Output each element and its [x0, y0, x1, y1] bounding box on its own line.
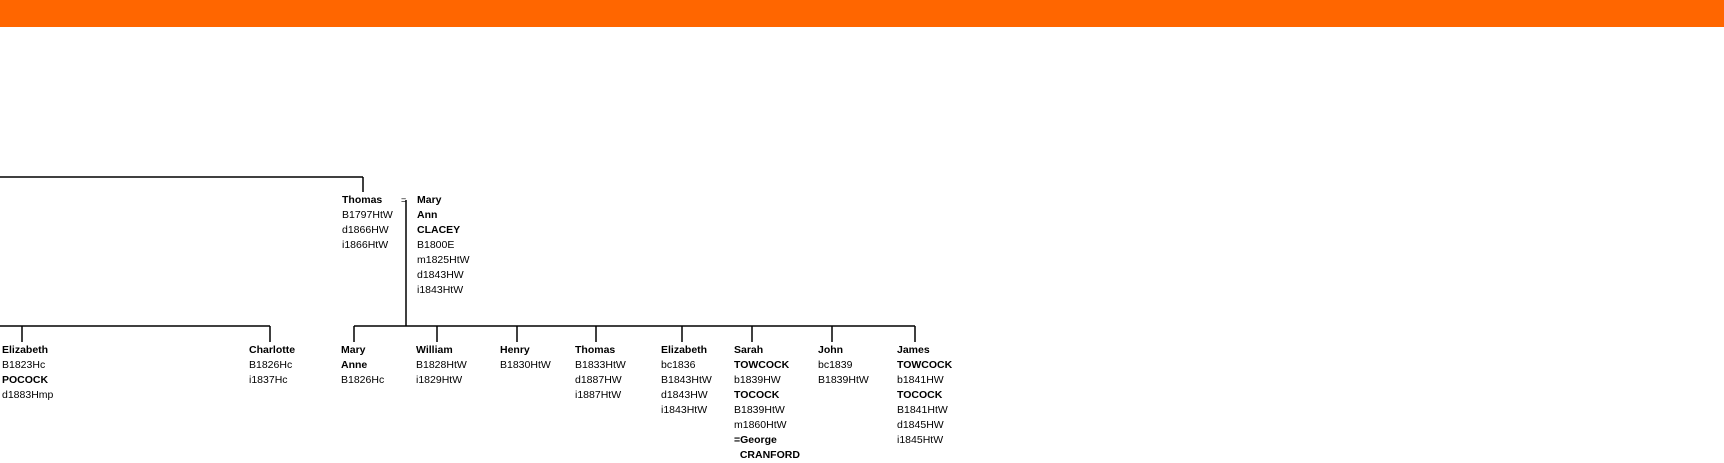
- person-fact-line: m1860HtW: [734, 419, 787, 431]
- person-name-line: TOWCOCK: [734, 359, 790, 371]
- father-name: Thomas: [342, 194, 383, 206]
- person-fact-line: i1843HtW: [661, 404, 708, 416]
- person-name-line: CRANFORD: [734, 449, 800, 461]
- father-fact: d1866HW: [342, 224, 389, 236]
- person-fact-line: b1841HW: [897, 374, 944, 386]
- child-0[interactable]: [341, 343, 384, 388]
- person-name-line: POCOCK: [2, 374, 49, 386]
- child-2[interactable]: [500, 343, 551, 373]
- mother-name: Ann: [417, 209, 438, 221]
- person-name-line: Elizabeth: [2, 344, 49, 356]
- person-name-line: James: [897, 344, 930, 356]
- person-name-line: TOCOCK: [897, 389, 943, 401]
- person-fact-line: b1839HW: [734, 374, 781, 386]
- person-fact-line: bc1836: [661, 359, 696, 371]
- person-name-line: Thomas: [575, 344, 616, 356]
- mother-fact: d1843HW: [417, 269, 464, 281]
- person-name-line: TOCOCK: [734, 389, 780, 401]
- person-fact-line: B1843HtW: [661, 374, 712, 386]
- person-name-line: Mary: [341, 344, 366, 356]
- person-fact-line: d1845HW: [897, 419, 944, 431]
- person-name-line: Henry: [500, 344, 530, 356]
- mother-fact: B1800E: [417, 239, 455, 251]
- father-fact: i1866HtW: [342, 239, 389, 251]
- person-name-line: Sarah: [734, 344, 764, 356]
- marriage-symbol: =: [401, 195, 407, 205]
- mother-fact: i1843HtW: [417, 284, 464, 296]
- child-6[interactable]: [818, 343, 869, 388]
- father-fact: B1797HtW: [342, 209, 393, 221]
- person-name-line: TOWCOCK: [897, 359, 953, 371]
- person-name-line: John: [818, 344, 844, 356]
- person-fact-line: B1833HtW: [575, 359, 626, 371]
- person-name-line: =George: [734, 434, 777, 446]
- person-fact-line: d1883Hmp: [2, 389, 54, 401]
- person-name-line: William: [416, 344, 453, 356]
- person-fact-line: i1837Hc: [249, 374, 288, 386]
- person-fact-line: B1826Hc: [341, 374, 385, 386]
- person-father[interactable]: [342, 193, 393, 253]
- person-fact-line: i1829HtW: [416, 374, 463, 386]
- child-5[interactable]: [734, 343, 800, 463]
- person-fact-line: B1830HtW: [500, 359, 551, 371]
- person-fact-line: d1843HW: [661, 389, 708, 401]
- person-name-line: Charlotte: [249, 344, 296, 356]
- mother-surname: CLACEY: [417, 224, 461, 236]
- person-name-line: Anne: [341, 359, 368, 371]
- person-fact-line: i1887HtW: [575, 389, 622, 401]
- person-mother[interactable]: [417, 193, 470, 298]
- person-name-line: Elizabeth: [661, 344, 708, 356]
- person-fact-line: d1887HW: [575, 374, 622, 386]
- person-fact-line: i1845HtW: [897, 434, 944, 446]
- person-fact-line: bc1839: [818, 359, 853, 371]
- person-fact-line: B1841HtW: [897, 404, 948, 416]
- child-3[interactable]: [575, 343, 626, 403]
- child-4[interactable]: [661, 343, 712, 418]
- mother-name: Mary: [417, 194, 442, 206]
- person-fact-line: B1826Hc: [249, 359, 293, 371]
- child-7[interactable]: [897, 343, 952, 448]
- person-fact-line: B1839HtW: [734, 404, 785, 416]
- person-fact-line: B1839HtW: [818, 374, 869, 386]
- person-fact-line: B1828HtW: [416, 359, 467, 371]
- sibling-1[interactable]: [249, 343, 295, 388]
- mother-fact: m1825HtW: [417, 254, 470, 266]
- person-fact-line: B1823Hc: [2, 359, 46, 371]
- child-1[interactable]: [416, 343, 467, 388]
- sibling-0[interactable]: [2, 343, 53, 403]
